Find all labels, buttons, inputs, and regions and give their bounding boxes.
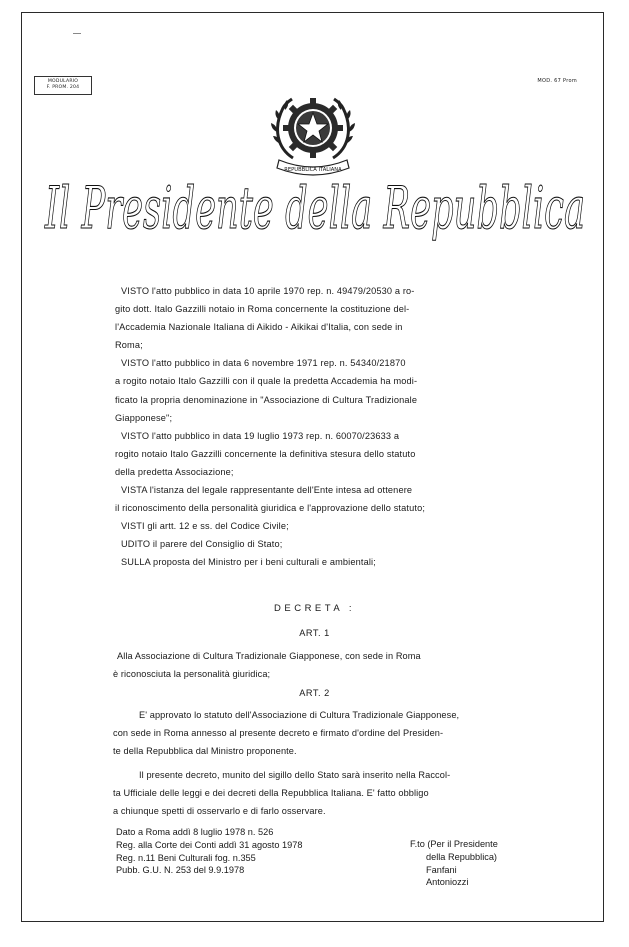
form-code-line-2: F. PROM. 204 [46,85,80,90]
preamble-line: ficato la propria denominazione in "Associazione di Cultura Tradizionale [115,394,418,405]
preamble-line: UDITO il parere del Consiglio di Stato; [121,539,283,550]
preamble-line: VISTO l'atto pubblico in data 10 aprile 1970 rep. n. 49479/20530 a ro- [121,286,415,296]
form-code-line-1: MODULARIO [47,79,79,84]
preamble-line: VISTO l'atto pubblico in data 6 novembre 1971 rep. n. 54340/21870 [121,358,406,369]
article-2-text [113,706,533,760]
model-label: MOD. 67 Prom [537,78,577,84]
form-code-box [34,76,92,95]
preamble-line: a rogito notaio Italo Gazzilli con il quale la predetta Accademia ha modi- [115,376,418,387]
preamble-line: l'Accademia Nazionale Italiana di Aikido - Aikikai d'Italia, con sede in [115,322,403,333]
preamble-line: SULLA proposta del Ministro per i beni culturali e ambientali; [121,557,376,568]
article-1-heading: ART. 1 [299,628,330,638]
signature-line: F.to (Per il Presidente [410,839,498,849]
registration-block [116,826,302,877]
preamble-line: VISTI gli artt. 12 e ss. del Codice Civile; [121,521,289,532]
signatory-name: Fanfani [426,864,457,875]
article-2-line: con sede in Roma annesso al presente decreto e firmato d'ordine del Presiden- [113,728,444,739]
registration-line: Reg. alla Corte dei Conti addì 31 agosto 1978 [116,839,303,850]
closing-text [113,766,533,820]
document-title: Il Presidente della Repubblica [44,174,586,242]
preamble-line: il riconoscimento della personalità giuridica e l'approvazione dello statuto; [115,503,426,514]
article-2-line: te della Repubblica dal Ministro proponente. [113,746,297,757]
decreta-heading: DECRETA : [274,603,355,614]
registration-line: Reg. n.11 Beni Culturali fog. n.355 [116,852,256,863]
dated-line: Dato a Roma addì 8 luglio 1978 n. 526 [116,827,274,837]
signature-block [410,838,498,889]
preamble [113,282,528,572]
preamble-line: gito dott. Italo Gazzilli notaio in Roma concernente la costituzione del- [115,304,410,315]
emblem-ribbon-text: REPUBBLICA ITALIANA [284,167,342,173]
preamble-line: rogito notaio Italo Gazzilli concernente la definitiva stesura dello statuto [115,448,416,459]
closing-line: ta Ufficiale delle leggi e dei decreti della Repubblica Italiana. E' fatto obbligo [113,788,429,799]
preamble-line: della predetta Associazione; [115,466,234,477]
republic-emblem-icon [263,84,363,179]
title-banner [24,172,606,252]
article-1-line: è riconosciuta la personalità giuridica; [113,669,271,680]
preamble-line: VISTO l'atto pubblico in data 19 luglio 1973 rep. n. 60070/23633 a [121,430,400,441]
preamble-line: Roma; [115,340,143,351]
signature-line: della Repubblica) [426,851,497,862]
article-2-line: E' approvato lo statuto dell'Associazione di Cultura Tradizionale Giapponese, [139,710,460,720]
publication-line: Pubb. G.U. N. 253 del 9.9.1978 [116,865,245,876]
article-2-heading: ART. 2 [299,688,330,698]
signatory-name: Antoniozzi [426,877,469,888]
article-1-text [113,647,533,683]
closing-line: a chiunque spetti di osservarlo e di farlo osservare. [113,806,326,817]
preamble-line: VISTA l'istanza del legale rappresentante dell'Ente intesa ad ottenere [121,485,413,496]
preamble-line: Giapponese"; [115,412,173,423]
article-1-line: Alla Associazione di Cultura Tradizionale Giapponese, con sede in Roma [117,651,421,661]
closing-line: Il presente decreto, munito del sigillo dello Stato sarà inserito nella Raccol- [139,770,451,780]
